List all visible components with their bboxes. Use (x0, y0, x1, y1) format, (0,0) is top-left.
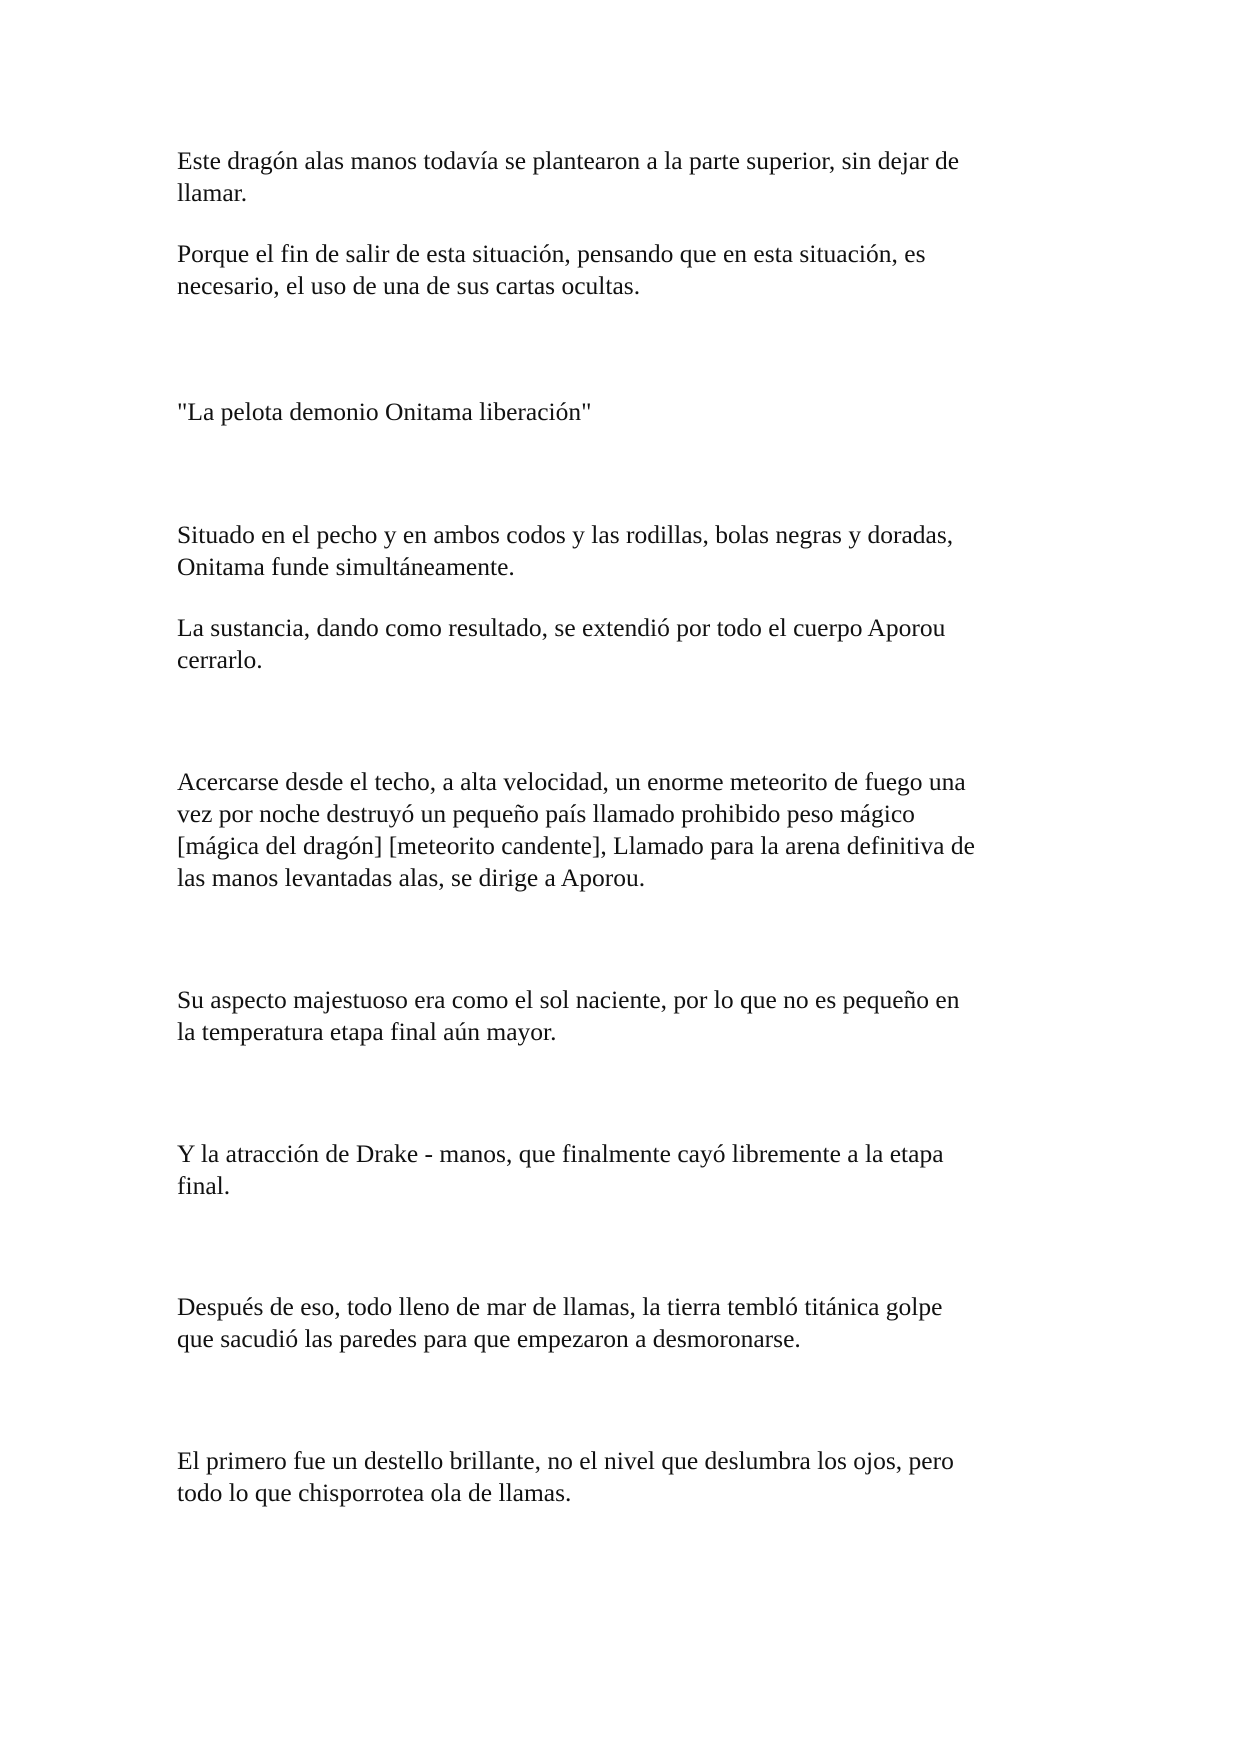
paragraph-line: La sustancia, dando como resultado, se extendió por todo el cuerpo Aporou (177, 613, 946, 642)
paragraph-line: [mágica del dragón] [meteorito candente], Llamado para la arena definitiva de (177, 831, 975, 860)
paragraph-line: todo lo que chisporrotea ola de llamas. (177, 1478, 572, 1507)
paragraph-8 (177, 1138, 1077, 1202)
paragraph-line: Después de eso, todo lleno de mar de llamas, la tierra tembló titánica golpe (177, 1292, 943, 1321)
paragraph-line: vez por noche destruyó un pequeño país llamado prohibido peso mágico (177, 799, 915, 828)
paragraph-6 (177, 766, 1077, 894)
paragraph-5 (177, 612, 1077, 676)
paragraph-10 (177, 1445, 1077, 1509)
paragraph-3 (177, 396, 1077, 428)
paragraph-9 (177, 1291, 1077, 1355)
paragraph-line: las manos levantadas alas, se dirige a Aporou. (177, 863, 646, 892)
paragraph-line: Situado en el pecho y en ambos codos y las rodillas, bolas negras y doradas, (177, 520, 954, 549)
paragraph-line: Su aspecto majestuoso era como el sol naciente, por lo que no es pequeño en (177, 985, 960, 1014)
paragraph-line: cerrarlo. (177, 645, 263, 674)
paragraph-line: "La pelota demonio Onitama liberación" (177, 397, 592, 426)
paragraph-line: Porque el fin de salir de esta situación, pensando que en esta situación, es (177, 239, 926, 268)
paragraph-line: que sacudió las paredes para que empezaron a desmoronarse. (177, 1324, 801, 1353)
paragraph-2 (177, 238, 1077, 302)
paragraph-line: final. (177, 1171, 231, 1200)
paragraph-line: necesario, el uso de una de sus cartas ocultas. (177, 271, 641, 300)
paragraph-7 (177, 984, 1077, 1048)
paragraph-line: Acercarse desde el techo, a alta velocidad, un enorme meteorito de fuego una (177, 767, 966, 796)
paragraph-line: Y la atracción de Drake - manos, que finalmente cayó libremente a la etapa (177, 1139, 944, 1168)
paragraph-4 (177, 519, 1077, 583)
paragraph-line: Onitama funde simultáneamente. (177, 552, 515, 581)
paragraph-line: llamar. (177, 178, 248, 207)
paragraph-line: la temperatura etapa final aún mayor. (177, 1017, 557, 1046)
paragraph-line: El primero fue un destello brillante, no el nivel que deslumbra los ojos, pero (177, 1446, 954, 1475)
paragraph-1 (177, 145, 1077, 209)
paragraph-line: Este dragón alas manos todavía se plantearon a la parte superior, sin dejar de (177, 146, 960, 175)
